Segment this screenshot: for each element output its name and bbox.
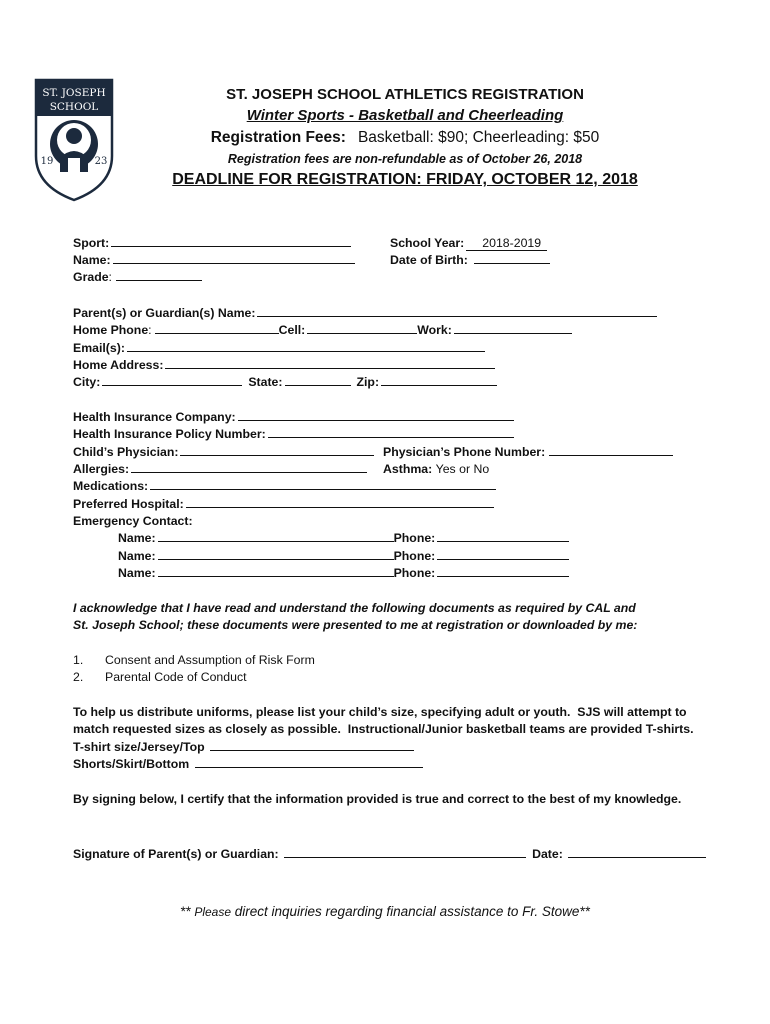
medications-label: Medications: — [73, 479, 149, 493]
physician-phone-label: Physician’s Phone Number: — [383, 445, 546, 459]
document-consent-form: Consent and Assumption of Risk Form — [105, 653, 315, 667]
signature-field[interactable] — [284, 846, 526, 858]
registration-fees — [150, 129, 660, 147]
ec-phone-label: Phone: — [393, 566, 436, 580]
name-row — [73, 252, 355, 268]
ec-phone-label: Phone: — [393, 531, 436, 545]
shorts-row — [73, 756, 423, 772]
emails-label: Email(s): — [73, 341, 125, 355]
hospital-row — [73, 496, 494, 512]
fees-value: Basketball: $90; Cheerleading: $50 — [357, 129, 600, 146]
emails-field[interactable] — [127, 340, 485, 352]
medications-field[interactable] — [150, 478, 496, 490]
shorts-field[interactable] — [195, 756, 423, 768]
insurance-company-field[interactable] — [238, 409, 514, 421]
allergies-row — [73, 461, 367, 477]
city-label: City: — [73, 375, 101, 389]
ec-name-label: Name: — [118, 531, 156, 545]
uniform-instructions-2: match requested sizes as closely as possible. Instructional/Junior basketball teams are provided T-shirts. — [73, 722, 694, 736]
signature-label: Signature of Parent(s) or Guardian: — [73, 847, 279, 861]
zip-label: Zip: — [356, 375, 380, 389]
crest-year-right: 23 — [94, 156, 108, 167]
work-label: Work: — [417, 323, 452, 337]
asthma-options[interactable]: Yes or No — [435, 462, 490, 476]
ec-name-label: Name: — [118, 566, 156, 580]
dob-row — [390, 252, 550, 268]
school-year-row — [390, 235, 547, 251]
address-row — [73, 357, 495, 373]
work-field[interactable] — [454, 322, 572, 334]
financial-assistance-note — [0, 904, 770, 919]
home-phone-field[interactable] — [155, 322, 279, 334]
policy-number-label: Health Insurance Policy Number: — [73, 427, 266, 441]
ec-name-field-2[interactable] — [158, 548, 394, 560]
city-row — [73, 374, 497, 390]
ec-phone-field-1[interactable] — [437, 530, 569, 542]
state-field[interactable] — [285, 374, 351, 386]
signature-row — [73, 846, 706, 862]
footer-please: Please — [194, 905, 232, 919]
school-crest-logo — [34, 78, 114, 202]
phones-row — [73, 322, 572, 338]
fees-label: Registration Fees: — [210, 129, 346, 146]
ec-name-label: Name: — [118, 549, 156, 563]
sport-field[interactable] — [111, 235, 351, 247]
emergency-row-3 — [118, 565, 569, 581]
state-label: State: — [248, 375, 283, 389]
crest-line1: ST. JOSEPH — [42, 87, 106, 99]
footer-text: direct inquiries regarding financial assistance to Fr. Stowe** — [231, 904, 590, 919]
hospital-field[interactable] — [186, 496, 494, 508]
hospital-label: Preferred Hospital: — [73, 497, 184, 511]
dob-label: Date of Birth: — [390, 253, 468, 267]
insurance-company-row — [73, 409, 514, 425]
tshirt-label: T-shirt size/Jersey/Top — [73, 740, 205, 754]
insurance-company-label: Health Insurance Company: — [73, 410, 236, 424]
physician-row — [73, 444, 374, 460]
asthma-row — [383, 461, 489, 477]
physician-label: Child’s Physician: — [73, 445, 179, 459]
name-label: Name: — [73, 253, 111, 267]
certify-statement: By signing below, I certify that the information provided is true and correct to the best of my knowledge. — [73, 792, 682, 806]
ec-phone-field-2[interactable] — [437, 548, 569, 560]
crest-year-left: 19 — [40, 156, 54, 167]
tshirt-row — [73, 739, 414, 755]
crest-line2: SCHOOL — [49, 101, 99, 113]
document-code-of-conduct: Parental Code of Conduct — [105, 670, 247, 684]
acknowledge-line-1: I acknowledge that I have read and understand the following documents as required by CAL and — [73, 601, 636, 615]
grade-row — [73, 269, 202, 285]
list-number: 2. — [73, 670, 84, 684]
acknowledge-line-2: St. Joseph School; these documents were presented to me at registration or downloaded by me: — [73, 618, 638, 632]
emergency-contact-label: Emergency Contact: — [73, 514, 193, 528]
ec-phone-field-3[interactable] — [437, 565, 569, 577]
dob-field[interactable] — [474, 252, 550, 264]
footer-stars: ** — [180, 904, 195, 919]
zip-field[interactable] — [381, 374, 497, 386]
form-subtitle: Winter Sports - Basketball and Cheerleading — [246, 107, 564, 124]
medications-row — [73, 478, 496, 494]
physician-phone-field[interactable] — [549, 444, 673, 456]
form-title: ST. JOSEPH SCHOOL ATHLETICS REGISTRATION — [226, 86, 584, 103]
sport-row — [73, 235, 351, 251]
cell-field[interactable] — [307, 322, 417, 334]
home-phone-colon: : — [148, 323, 152, 337]
address-label: Home Address: — [73, 358, 164, 372]
emergency-row-1 — [118, 530, 569, 546]
list-number: 1. — [73, 653, 84, 667]
deadline: DEADLINE FOR REGISTRATION: FRIDAY, OCTOBER 12, 2018 — [172, 171, 638, 188]
name-field[interactable] — [113, 252, 355, 264]
signature-date-field[interactable] — [568, 846, 706, 858]
uniform-instructions-1: To help us distribute uniforms, please list your child’s size, specifying adult or youth. SJS will attempt to — [73, 705, 687, 719]
home-phone-label: Home Phone — [73, 323, 149, 337]
guardian-field[interactable] — [257, 305, 657, 317]
grade-label: Grade — [73, 270, 109, 284]
sport-label: Sport: — [73, 236, 110, 250]
emails-row — [73, 340, 485, 356]
guardian-label: Parent(s) or Guardian(s) Name: — [73, 306, 256, 320]
shorts-label: Shorts/Skirt/Bottom — [73, 757, 190, 771]
emergency-row-2 — [118, 548, 569, 564]
school-year-label: School Year: — [390, 236, 465, 250]
address-field[interactable] — [165, 357, 495, 369]
allergies-field[interactable] — [131, 461, 367, 473]
document-list-item — [73, 669, 83, 685]
guardian-row — [73, 305, 657, 321]
nonrefundable-note: Registration fees are non-refundable as of October 26, 2018 — [227, 152, 583, 166]
policy-number-field[interactable] — [268, 426, 514, 438]
ec-name-field-1[interactable] — [158, 530, 394, 542]
tshirt-field[interactable] — [210, 739, 414, 751]
school-year-value[interactable]: 2018-2019 — [466, 237, 547, 251]
ec-name-field-3[interactable] — [158, 565, 394, 577]
city-field[interactable] — [102, 374, 242, 386]
grade-field[interactable] — [116, 269, 202, 281]
physician-phone-row — [383, 444, 673, 460]
ec-phone-label: Phone: — [393, 549, 436, 563]
signature-date-label: Date: — [532, 847, 563, 861]
document-list-item — [73, 652, 83, 668]
grade-colon: : — [108, 270, 112, 284]
policy-number-row — [73, 426, 514, 442]
allergies-label: Allergies: — [73, 462, 130, 476]
asthma-label: Asthma: — [383, 462, 433, 476]
cell-label: Cell: — [278, 323, 306, 337]
physician-field[interactable] — [180, 444, 374, 456]
